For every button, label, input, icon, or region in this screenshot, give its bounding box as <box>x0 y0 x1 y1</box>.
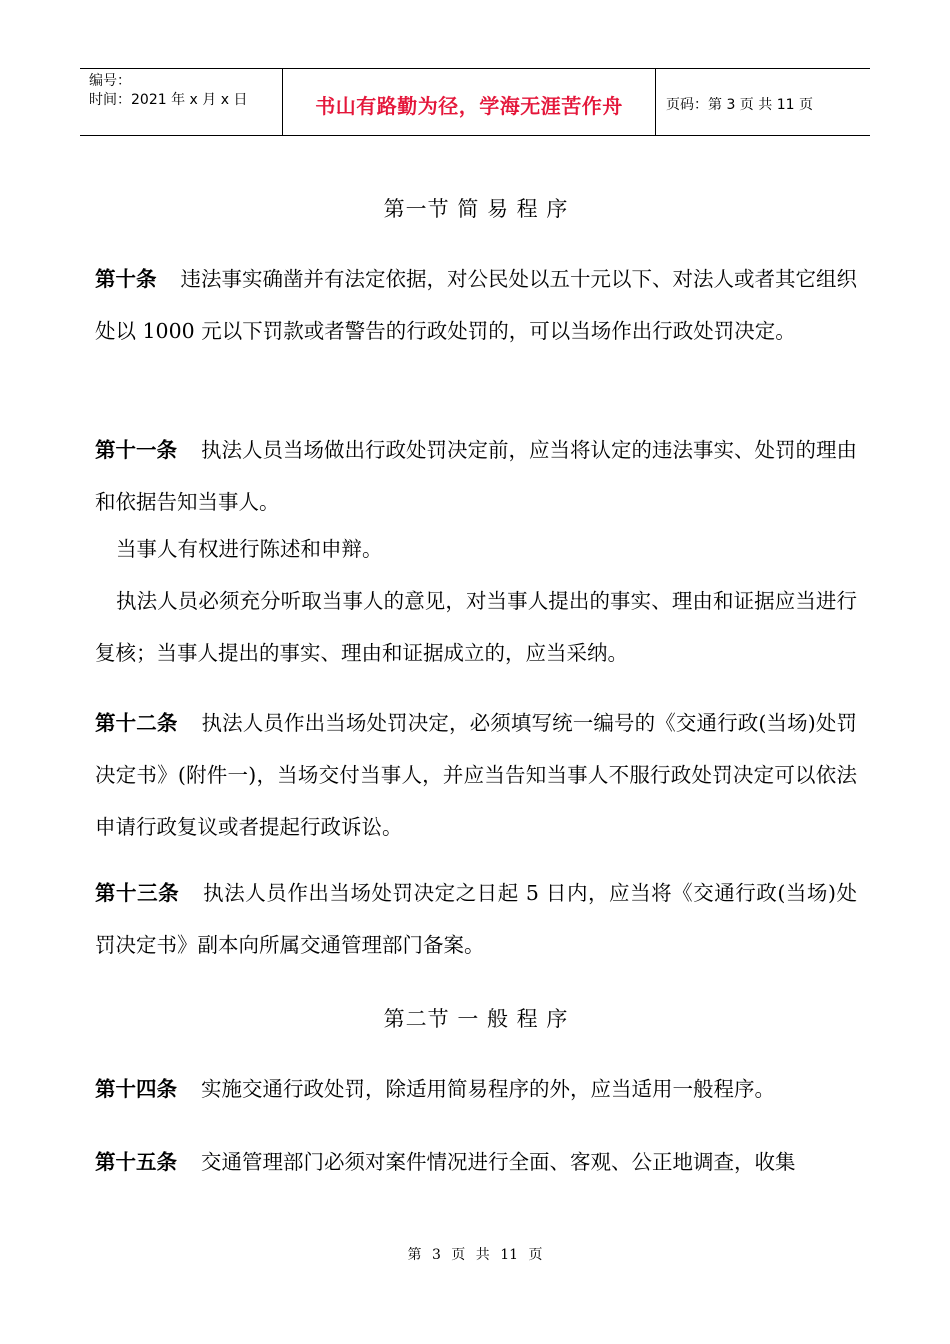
article-14-label: 第十四条 <box>95 1077 177 1101</box>
document-header <box>80 68 870 136</box>
article-12 <box>95 697 857 853</box>
section-title-1: 第一节 简 易 程 序 <box>383 197 569 221</box>
article-11 <box>95 424 857 528</box>
article-14-text: 实施交通行政处罚，除适用简易程序的外，应当适用一般程序。 <box>201 1077 775 1101</box>
page-label: 页码：第 3 页 共 11 页 <box>666 97 813 113</box>
article-13-text: 执法人员作出当场处罚决定之日起 5 日内，应当将《交通行政(当场)处罚决定书》副本向所属交通管理部门备案。 <box>95 881 858 957</box>
article-11-text: 执法人员当场做出行政处罚决定前，应当将认定的违法事实、处罚的理由和依据告知当事人。 <box>95 438 857 514</box>
article-10 <box>95 253 857 357</box>
article-13 <box>95 867 857 971</box>
article-10-label: 第十条 <box>95 267 157 291</box>
article-15 <box>95 1136 857 1188</box>
number-label: 编号： <box>89 73 131 89</box>
header-page-cell <box>656 69 870 135</box>
article-15-label: 第十五条 <box>95 1150 177 1174</box>
header-meta-cell <box>80 69 283 135</box>
article-14 <box>95 1063 857 1115</box>
motto-text: 书山有路勤为径，学海无涯苦作舟 <box>315 93 623 118</box>
article-12-label: 第十二条 <box>95 711 178 735</box>
article-12-text: 执法人员作出当场处罚决定，必须填写统一编号的《交通行政(当场)处罚决定书》(附件一)，当场交付当事人，并应当告知当事人不服行政处罚决定可以依法申请行政复议或者提起行政诉讼。 <box>95 711 857 839</box>
article-11-label: 第十一条 <box>95 438 177 462</box>
article-15-text: 交通管理部门必须对案件情况进行全面、客观、公正地调查，收集 <box>201 1150 796 1174</box>
section-title-2: 第二节 一 般 程 序 <box>383 1007 569 1031</box>
article-11-paragraph-2: 当事人有权进行陈述和申辩。 <box>116 537 383 561</box>
article-10-text: 违法事实确凿并有法定依据，对公民处以五十元以下、对法人或者其它组织处以 1000 元以下罚款或者警告的行政处罚的，可以当场作出行政处罚决定。 <box>95 267 857 343</box>
page-footer: 第 3 页 共 11 页 <box>407 1247 543 1263</box>
header-motto-cell <box>283 69 656 135</box>
article-11-paragraph-3: 执法人员必须充分听取当事人的意见，对当事人提出的事实、理由和证据应当进行复核；当事人提出的事实、理由和证据成立的，应当采纳。 <box>95 589 857 665</box>
article-13-label: 第十三条 <box>95 881 180 905</box>
time-label: 时间：2021 年 x 月 x 日 <box>89 92 248 108</box>
